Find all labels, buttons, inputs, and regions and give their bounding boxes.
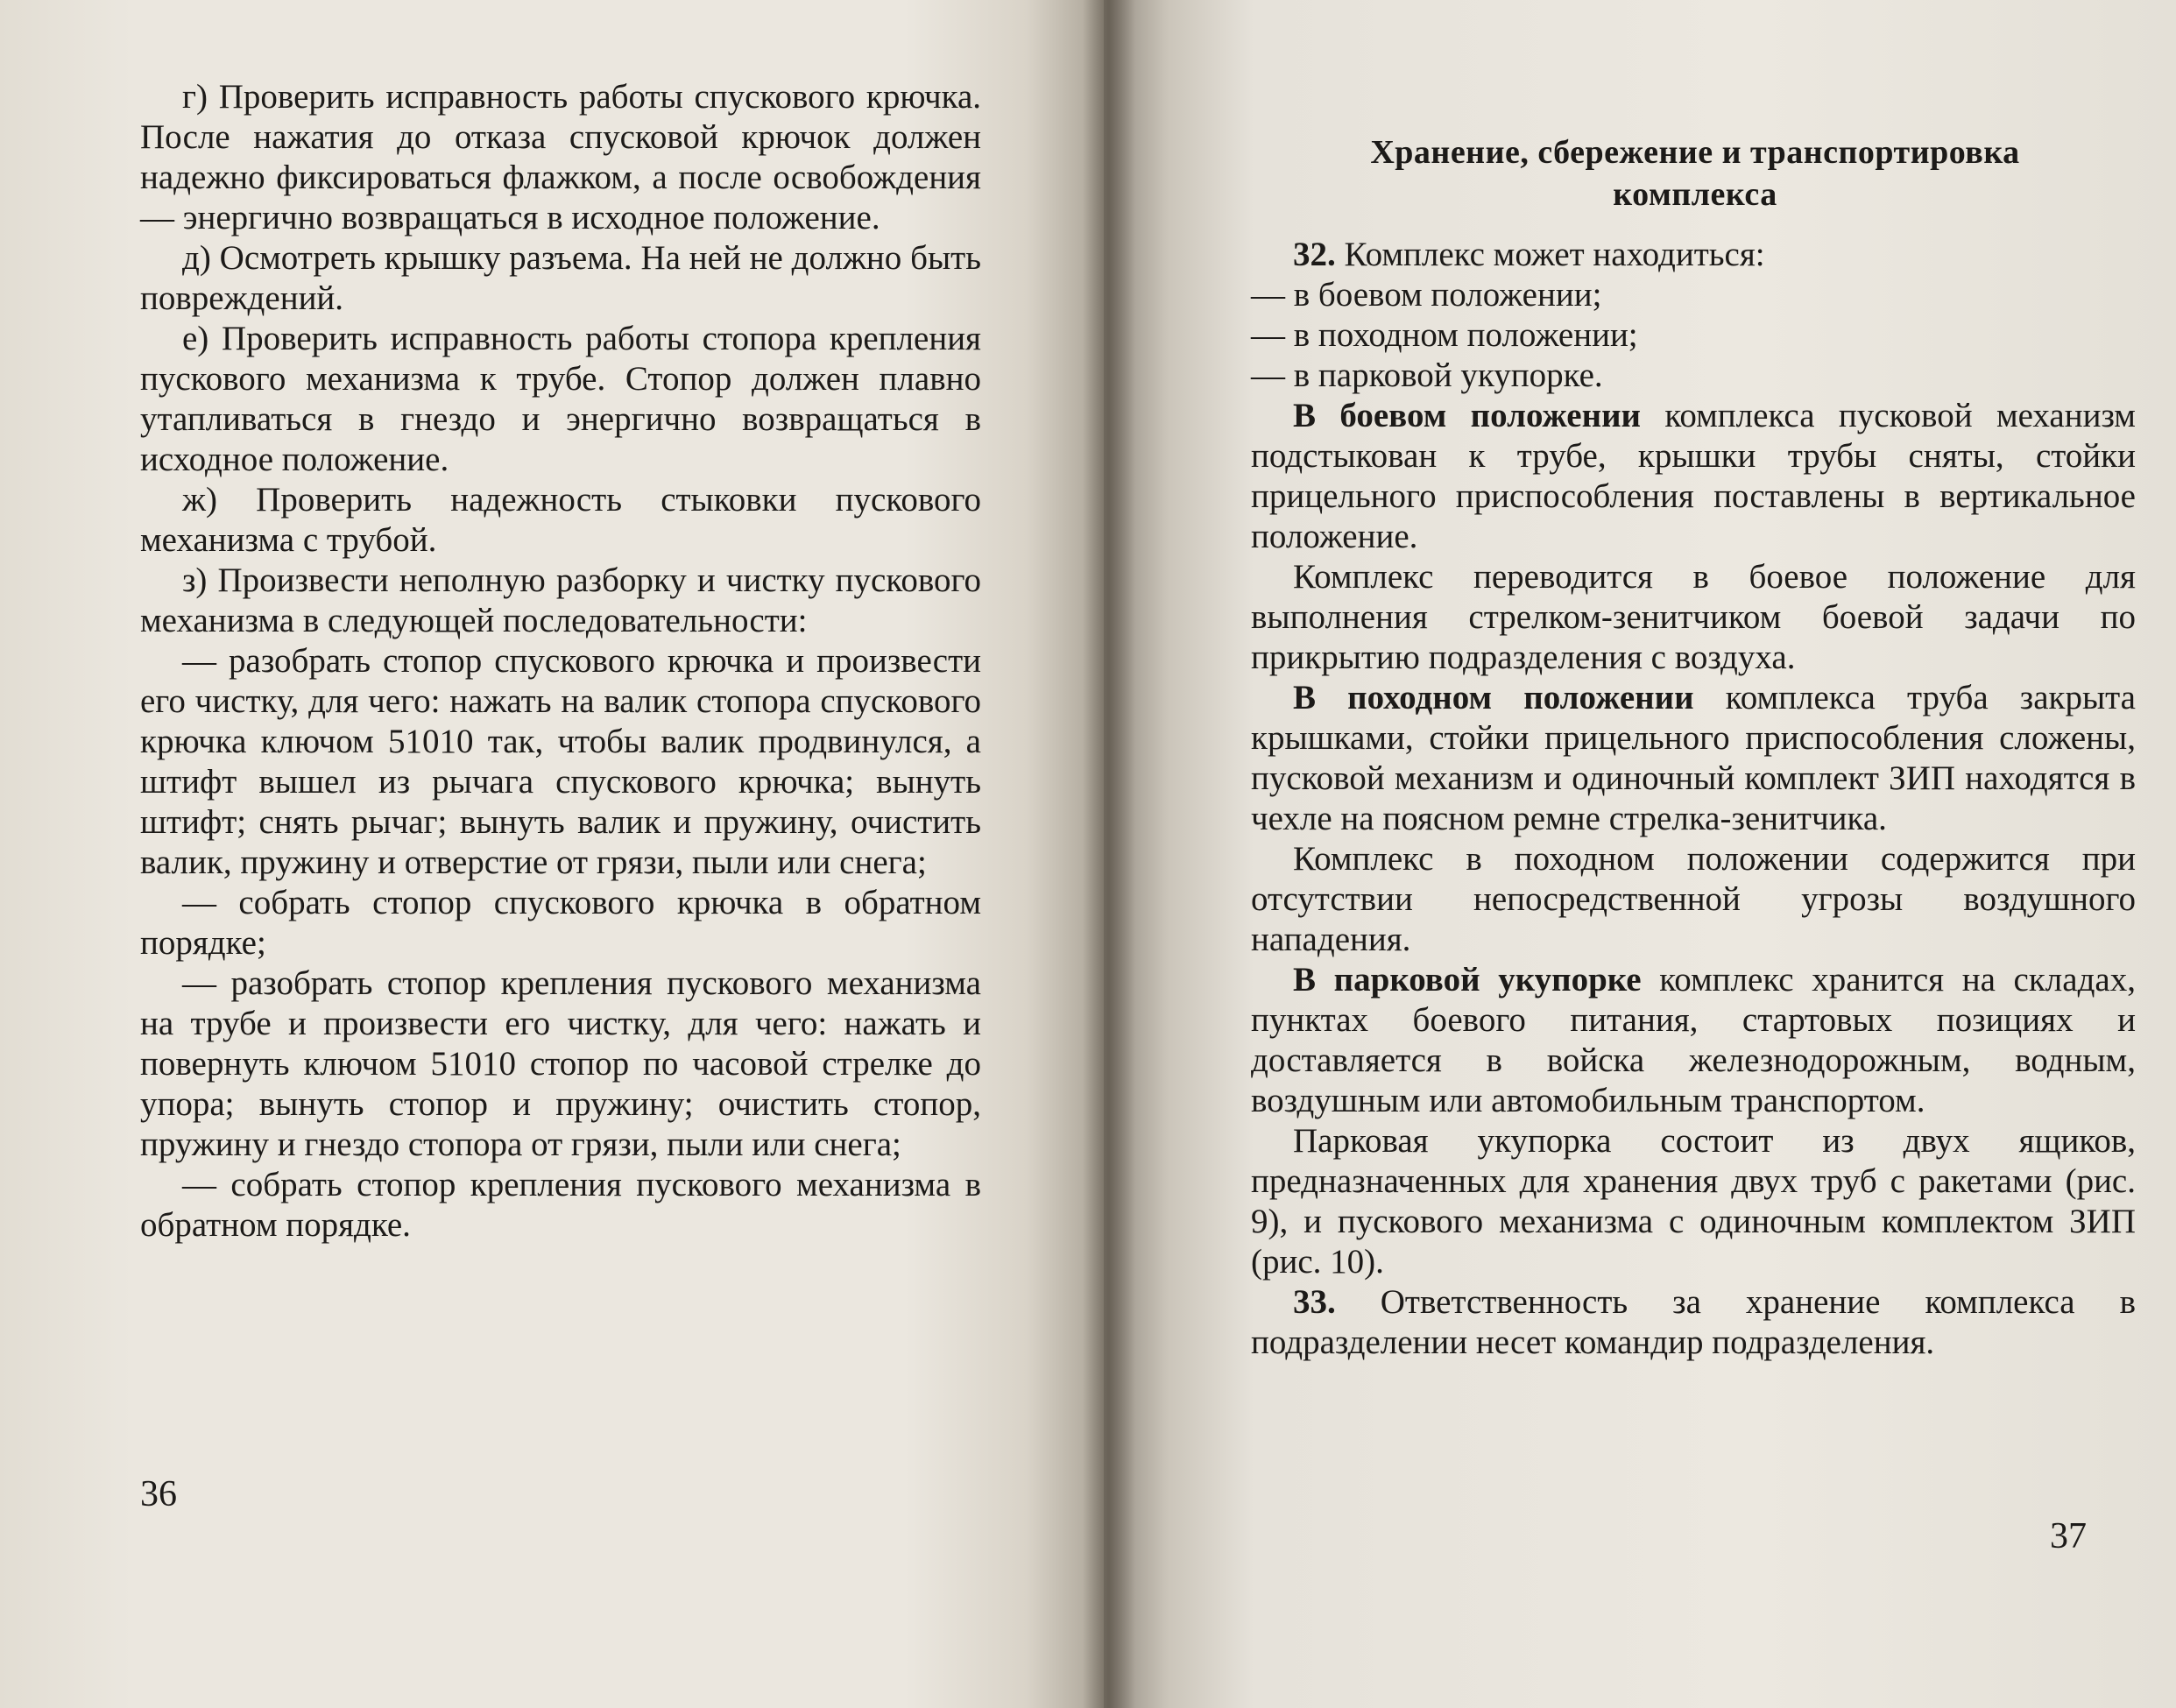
paragraph-32-number: 32. [1293,236,1336,273]
paragraph-z: з) Произвести неполную разборку и чистку пускового механизма в следующей последовательности: [140,561,981,639]
battle-term: В боевом положении [1293,397,1642,434]
paragraph-32-text: Комплекс может находиться: [1335,236,1765,273]
paragraph-33 [1251,1282,2136,1363]
section-heading [1244,131,2146,215]
step-assemble-trigger-stopper: — собрать стопор спускового крючка в обратном порядке; [140,884,981,962]
step-disassemble-mount-stopper: — разобрать стопор крепления пускового механизма на трубе и произвести его чистку, для чего: нажать и повернуть ключом 51010 стопор по часовой стрелке до упора; вынуть стопор и пружину; очистить стопор, пружину и гнездо стопора от грязи, пыли или снега; [140,964,981,1163]
battle-description: комплекса пусковой механизм подстыкован к трубе, крышки трубы сняты, стойки прицельного приспособления поставлены в вертикальное положение. [1251,397,2136,555]
paragraph-march [1251,678,2136,839]
paragraph-g: г) Проверить исправность работы спускового крючка. После нажатия до отказа спусковой крючок должен надежно фиксироваться флажком, а после освобождения — энергично возвращаться в исходное положение. [140,78,981,236]
book-spine-shadow [1083,0,1135,1708]
section-heading-line2: комплекса [1613,176,1777,213]
list-item-march: — в походном положении; [1251,316,1638,354]
right-page [1104,0,2176,1708]
step-disassemble-trigger-stopper: — разобрать стопор спускового крючка и произвести его чистку, для чего: нажать на валик стопора спускового крючка ключом 51010 так, чтобы валик продвинулся, а штифт вышел из рычага спускового крючка; вынуть штифт; снять рычаг; вынуть валик и пружину, очистить валик, пружину и отверстие от грязи, пыли или снега; [140,642,981,881]
left-page-text [140,77,981,1246]
park-term: В парковой укупорке [1293,961,1642,999]
paragraph-park [1251,960,2136,1121]
march-description: комплекса труба закрыта крышками, стойки прицельного приспособления сложены, пусковой механизм и одиночный комплект ЗИП находятся в чехле на поясном ремне стрелка-зенитчика. [1251,679,2136,837]
paragraph-e: е) Проверить исправность работы стопора крепления пускового механизма к трубе. Стопор должен плавно утапливаться в гнездо и энергично возвращаться в исходное положение. [140,320,981,478]
paragraph-32 [1251,235,2136,275]
paragraph-park-contents: Парковая укупорка состоит из двух ящиков, предназначенных для хранения двух труб с ракетами (рис. 9), и пускового механизма с одиночным комплектом ЗИП (рис. 10). [1251,1122,2136,1281]
list-item-park: — в парковой укупорке. [1251,356,1603,394]
paragraph-zh: ж) Проверить надежность стыковки пускового механизма с трубой. [140,481,981,559]
march-term: В походном положении [1293,679,1694,716]
paragraph-33-text: Ответственность за хранение комплекса в подразделении несет командир подразделения. [1251,1283,2136,1361]
section-heading-line1: Хранение, сбережение и транспортировка [1370,134,2020,171]
paragraph-march-purpose: Комплекс в походном положении содержится при отсутствии непосредственной угрозы воздушного нападения. [1251,840,2136,958]
step-assemble-mount-stopper: — собрать стопор крепления пускового механизма в обратном порядке. [140,1166,981,1244]
page-number-left: 36 [140,1474,177,1514]
paragraph-d: д) Осмотреть крышку разъема. На ней не должно быть повреждений. [140,239,981,317]
park-description: комплекс хранится на складах, пунктах боевого питания, стартовых позициях и доставляется в войска железнодорожным, водным, воздушным или автомобильным транспортом. [1251,961,2136,1119]
paragraph-33-number: 33. [1293,1283,1336,1321]
page-number-right: 37 [2050,1516,2087,1556]
list-item-battle: — в боевом положении; [1251,276,1602,314]
paragraph-battle-purpose: Комплекс переводится в боевое положение для выполнения стрелком-зенитчиком боевой задачи по прикрытию подразделения с воздуха. [1251,558,2136,676]
right-page-text [1251,235,2136,1363]
paragraph-battle [1251,396,2136,557]
